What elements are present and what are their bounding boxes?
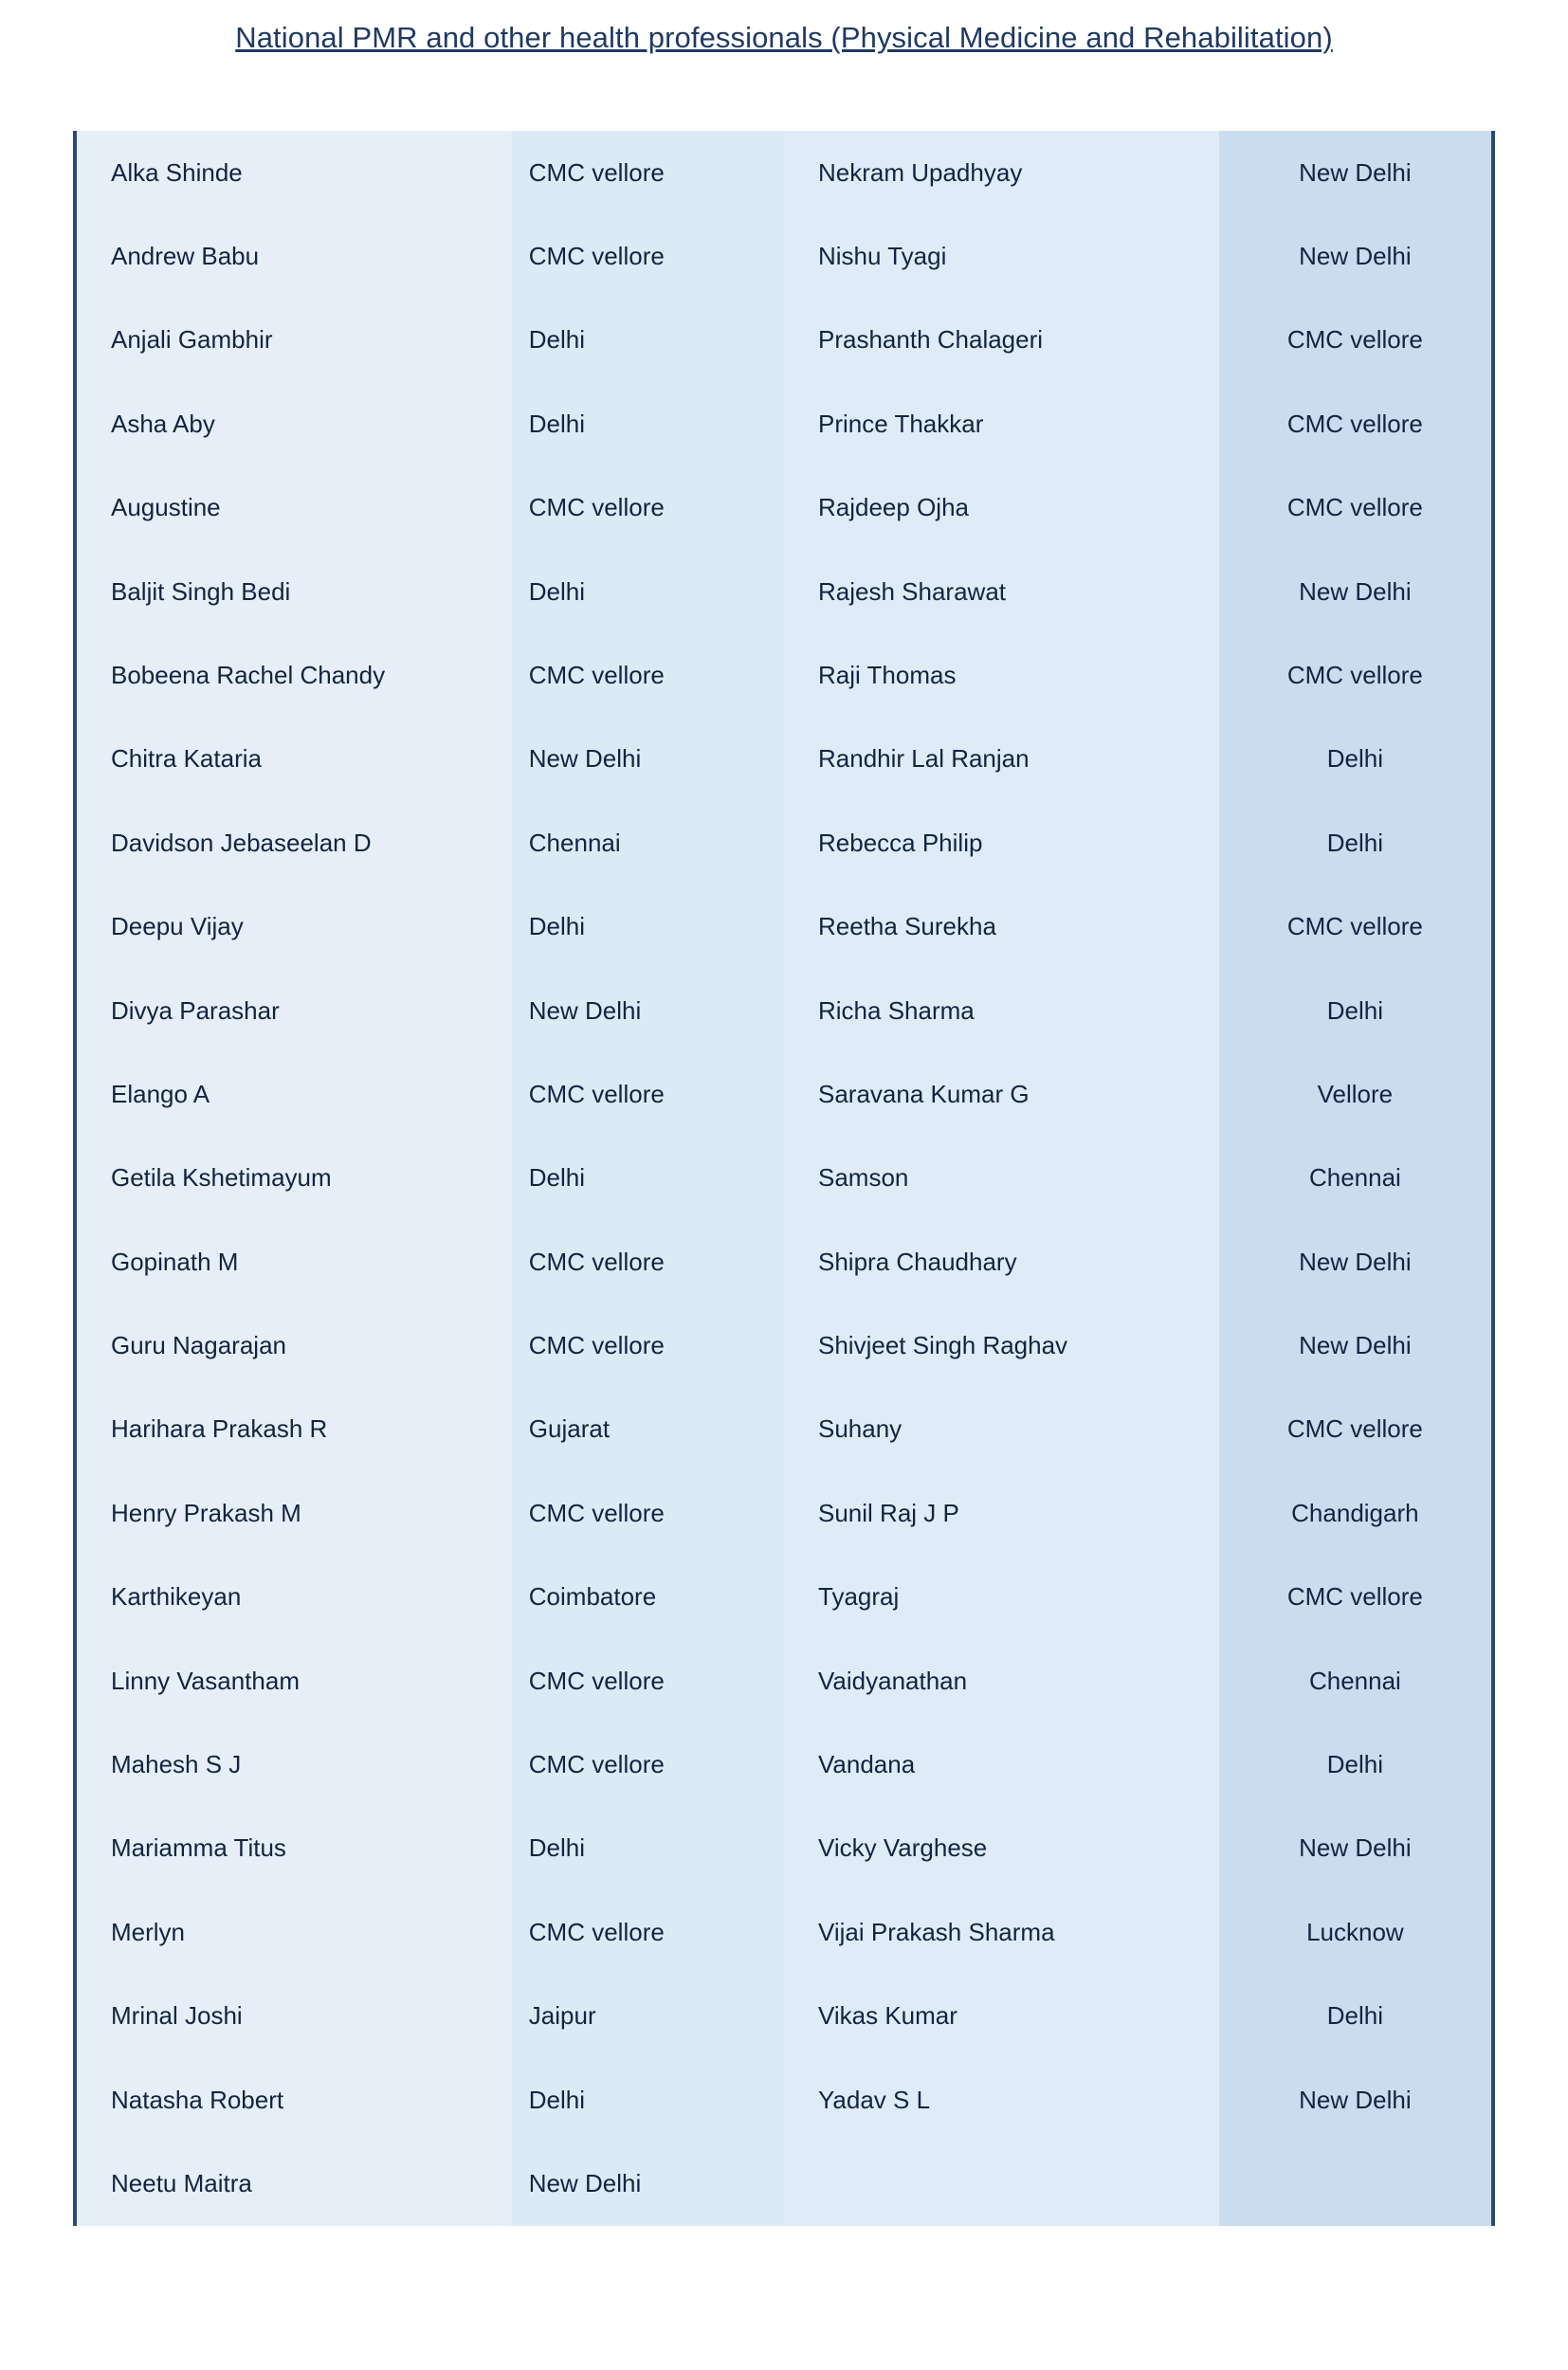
table-cell-place: CMC vellore bbox=[1286, 1582, 1423, 1612]
table-cell-name: Augustine bbox=[111, 493, 221, 522]
table-cell-name: Davidson Jebaseelan D bbox=[111, 828, 372, 857]
table-cell-name: Harihara Prakash R bbox=[111, 1414, 328, 1444]
table-cell-place: New Delhi bbox=[1299, 241, 1412, 270]
table-cell-place: CMC vellore bbox=[1286, 660, 1423, 689]
table-cell-place: CMC vellore bbox=[1286, 1414, 1423, 1444]
table-cell-name: Neetu Maitra bbox=[111, 2168, 252, 2197]
table-cell-name: Rebecca Philip bbox=[818, 828, 983, 857]
table-cell-name: Getila Kshetimayum bbox=[111, 1163, 332, 1193]
table-cell-place: New Delhi bbox=[1299, 1331, 1412, 1360]
right-place-column bbox=[1219, 131, 1491, 2226]
table-right-half bbox=[784, 131, 1491, 2226]
table-cell-place: Chennai bbox=[528, 828, 621, 857]
table-cell-place: Chennai bbox=[1308, 1666, 1401, 1695]
table-cell-place: Delhi bbox=[528, 1163, 586, 1193]
table-cell-name: Chitra Kataria bbox=[111, 744, 262, 774]
left-place-column bbox=[512, 131, 784, 2226]
table-cell-name: Baljit Singh Bedi bbox=[111, 576, 291, 606]
table-cell-name: Rajdeep Ojha bbox=[818, 493, 969, 522]
table-cell-name: Linny Vasantham bbox=[111, 1666, 300, 1695]
table-cell-place: Delhi bbox=[1326, 1750, 1383, 1779]
table-cell-name: Nishu Tyagi bbox=[818, 241, 947, 270]
table-cell-place: Delhi bbox=[528, 409, 586, 438]
table-cell-name: Nekram Upadhyay bbox=[818, 157, 1023, 187]
table-cell-place: Gujarat bbox=[528, 1414, 611, 1444]
table-cell-name: Prince Thakkar bbox=[818, 409, 984, 438]
table-cell-name: Deepu Vijay bbox=[111, 912, 244, 941]
table-cell-place: CMC vellore bbox=[1286, 409, 1423, 438]
table-cell-name: Richa Sharma bbox=[818, 995, 975, 1025]
table-cell-name: Tyagraj bbox=[818, 1582, 900, 1612]
table-cell-place: New Delhi bbox=[528, 744, 642, 774]
table-cell-place: Delhi bbox=[528, 1833, 586, 1863]
page-title: National PMR and other health professionals (Physical Medicine and Rehabilitation) bbox=[235, 21, 1333, 54]
table-cell-place: CMC vellore bbox=[528, 241, 665, 270]
table-cell-place: New Delhi bbox=[1299, 1833, 1412, 1863]
table-cell-name: Sunil Raj J P bbox=[818, 1498, 959, 1527]
table-cell-place: Delhi bbox=[528, 325, 586, 355]
table-cell-place: New Delhi bbox=[1299, 576, 1412, 606]
table-cell-place: Delhi bbox=[528, 912, 586, 941]
table-cell-name: Karthikeyan bbox=[111, 1582, 242, 1612]
table-cell-place: CMC vellore bbox=[528, 1917, 665, 1946]
table-cell-name: Divya Parashar bbox=[111, 995, 280, 1025]
table-cell-place: New Delhi bbox=[1299, 157, 1412, 187]
table-cell-name: Merlyn bbox=[111, 1917, 186, 1946]
table-cell-name: Gopinath M bbox=[111, 1247, 239, 1276]
table-cell-place: CMC vellore bbox=[528, 660, 665, 689]
table-cell-place: Delhi bbox=[1326, 744, 1383, 774]
table-cell-place: CMC vellore bbox=[1286, 325, 1423, 355]
table-left-half bbox=[77, 131, 784, 2226]
table-cell-name: Yadav S L bbox=[818, 2085, 931, 2114]
left-name-column bbox=[77, 131, 512, 2226]
table-cell-name: Guru Nagarajan bbox=[111, 1331, 286, 1360]
table-cell-name: Vijai Prakash Sharma bbox=[818, 1917, 1055, 1946]
table-cell-name: Bobeena Rachel Chandy bbox=[111, 660, 386, 689]
table-cell-name: Samson bbox=[818, 1163, 909, 1193]
table-cell-name: Mahesh S J bbox=[111, 1750, 242, 1779]
table-cell-place: CMC vellore bbox=[528, 1247, 665, 1276]
table-cell-place: Delhi bbox=[1326, 2001, 1383, 2031]
table-cell-place: CMC vellore bbox=[528, 493, 665, 522]
table-cell-name: Vaidyanathan bbox=[818, 1666, 968, 1695]
table-cell-name: Asha Aby bbox=[111, 409, 215, 438]
table-cell-name: Vandana bbox=[818, 1750, 916, 1779]
table-cell-name: Suhany bbox=[818, 1414, 903, 1444]
right-name-column bbox=[784, 131, 1219, 2226]
table-cell-name: Mariamma Titus bbox=[111, 1833, 286, 1863]
table-cell-place: CMC vellore bbox=[528, 1331, 665, 1360]
table-cell-place: CMC vellore bbox=[528, 1666, 665, 1695]
table-cell-name: Elango A bbox=[111, 1079, 210, 1108]
table-cell-name: Vikas Kumar bbox=[818, 2001, 957, 2031]
table-cell-name: Shipra Chaudhary bbox=[818, 1247, 1017, 1276]
table-cell-place: Vellore bbox=[1317, 1079, 1394, 1108]
table-cell-place: CMC vellore bbox=[528, 1750, 665, 1779]
table-cell-place: Chennai bbox=[1308, 1163, 1401, 1193]
table-cell-place: CMC vellore bbox=[1286, 493, 1423, 522]
table-cell-name: Andrew Babu bbox=[111, 241, 260, 270]
table-cell-place: New Delhi bbox=[1299, 2085, 1412, 2114]
table-cell-place: Delhi bbox=[1326, 995, 1383, 1025]
table-cell-place: Delhi bbox=[528, 576, 586, 606]
table-cell-place: Coimbatore bbox=[528, 1582, 657, 1612]
table-cell-place: Delhi bbox=[528, 2085, 586, 2114]
table-cell-name: Anjali Gambhir bbox=[111, 325, 273, 355]
table-cell-place: Jaipur bbox=[528, 2001, 596, 2031]
table-cell-place: New Delhi bbox=[528, 2168, 642, 2197]
table-cell-place: CMC vellore bbox=[528, 157, 665, 187]
table-cell-name: Shivjeet Singh Raghav bbox=[818, 1331, 1068, 1360]
table-cell-place: Delhi bbox=[1326, 828, 1383, 857]
table-cell-name: Saravana Kumar G bbox=[818, 1079, 1030, 1108]
table-cell-place: New Delhi bbox=[1299, 1247, 1412, 1276]
professionals-table bbox=[73, 131, 1495, 2226]
table-cell-name: Natasha Robert bbox=[111, 2085, 284, 2114]
table-cell-place: Lucknow bbox=[1306, 1917, 1404, 1946]
table-cell-name: Reetha Surekha bbox=[818, 912, 996, 941]
table-cell-name: Alka Shinde bbox=[111, 157, 243, 187]
table-cell-name: Randhir Lal Ranjan bbox=[818, 744, 1030, 774]
table-cell-place: Chandigarh bbox=[1291, 1498, 1419, 1527]
table-cell-name: Henry Prakash M bbox=[111, 1498, 301, 1527]
table-cell-place: CMC vellore bbox=[528, 1079, 665, 1108]
table-cell-name: Vicky Varghese bbox=[818, 1833, 988, 1863]
table-cell-place: New Delhi bbox=[528, 995, 642, 1025]
table-cell-name: Raji Thomas bbox=[818, 660, 957, 689]
table-cell-name: Rajesh Sharawat bbox=[818, 576, 1006, 606]
table-cell-name: Prashanth Chalageri bbox=[818, 325, 1044, 355]
table-cell-place: CMC vellore bbox=[1286, 912, 1423, 941]
table-cell-name: Mrinal Joshi bbox=[111, 2001, 243, 2031]
table-cell-place: CMC vellore bbox=[528, 1498, 665, 1527]
